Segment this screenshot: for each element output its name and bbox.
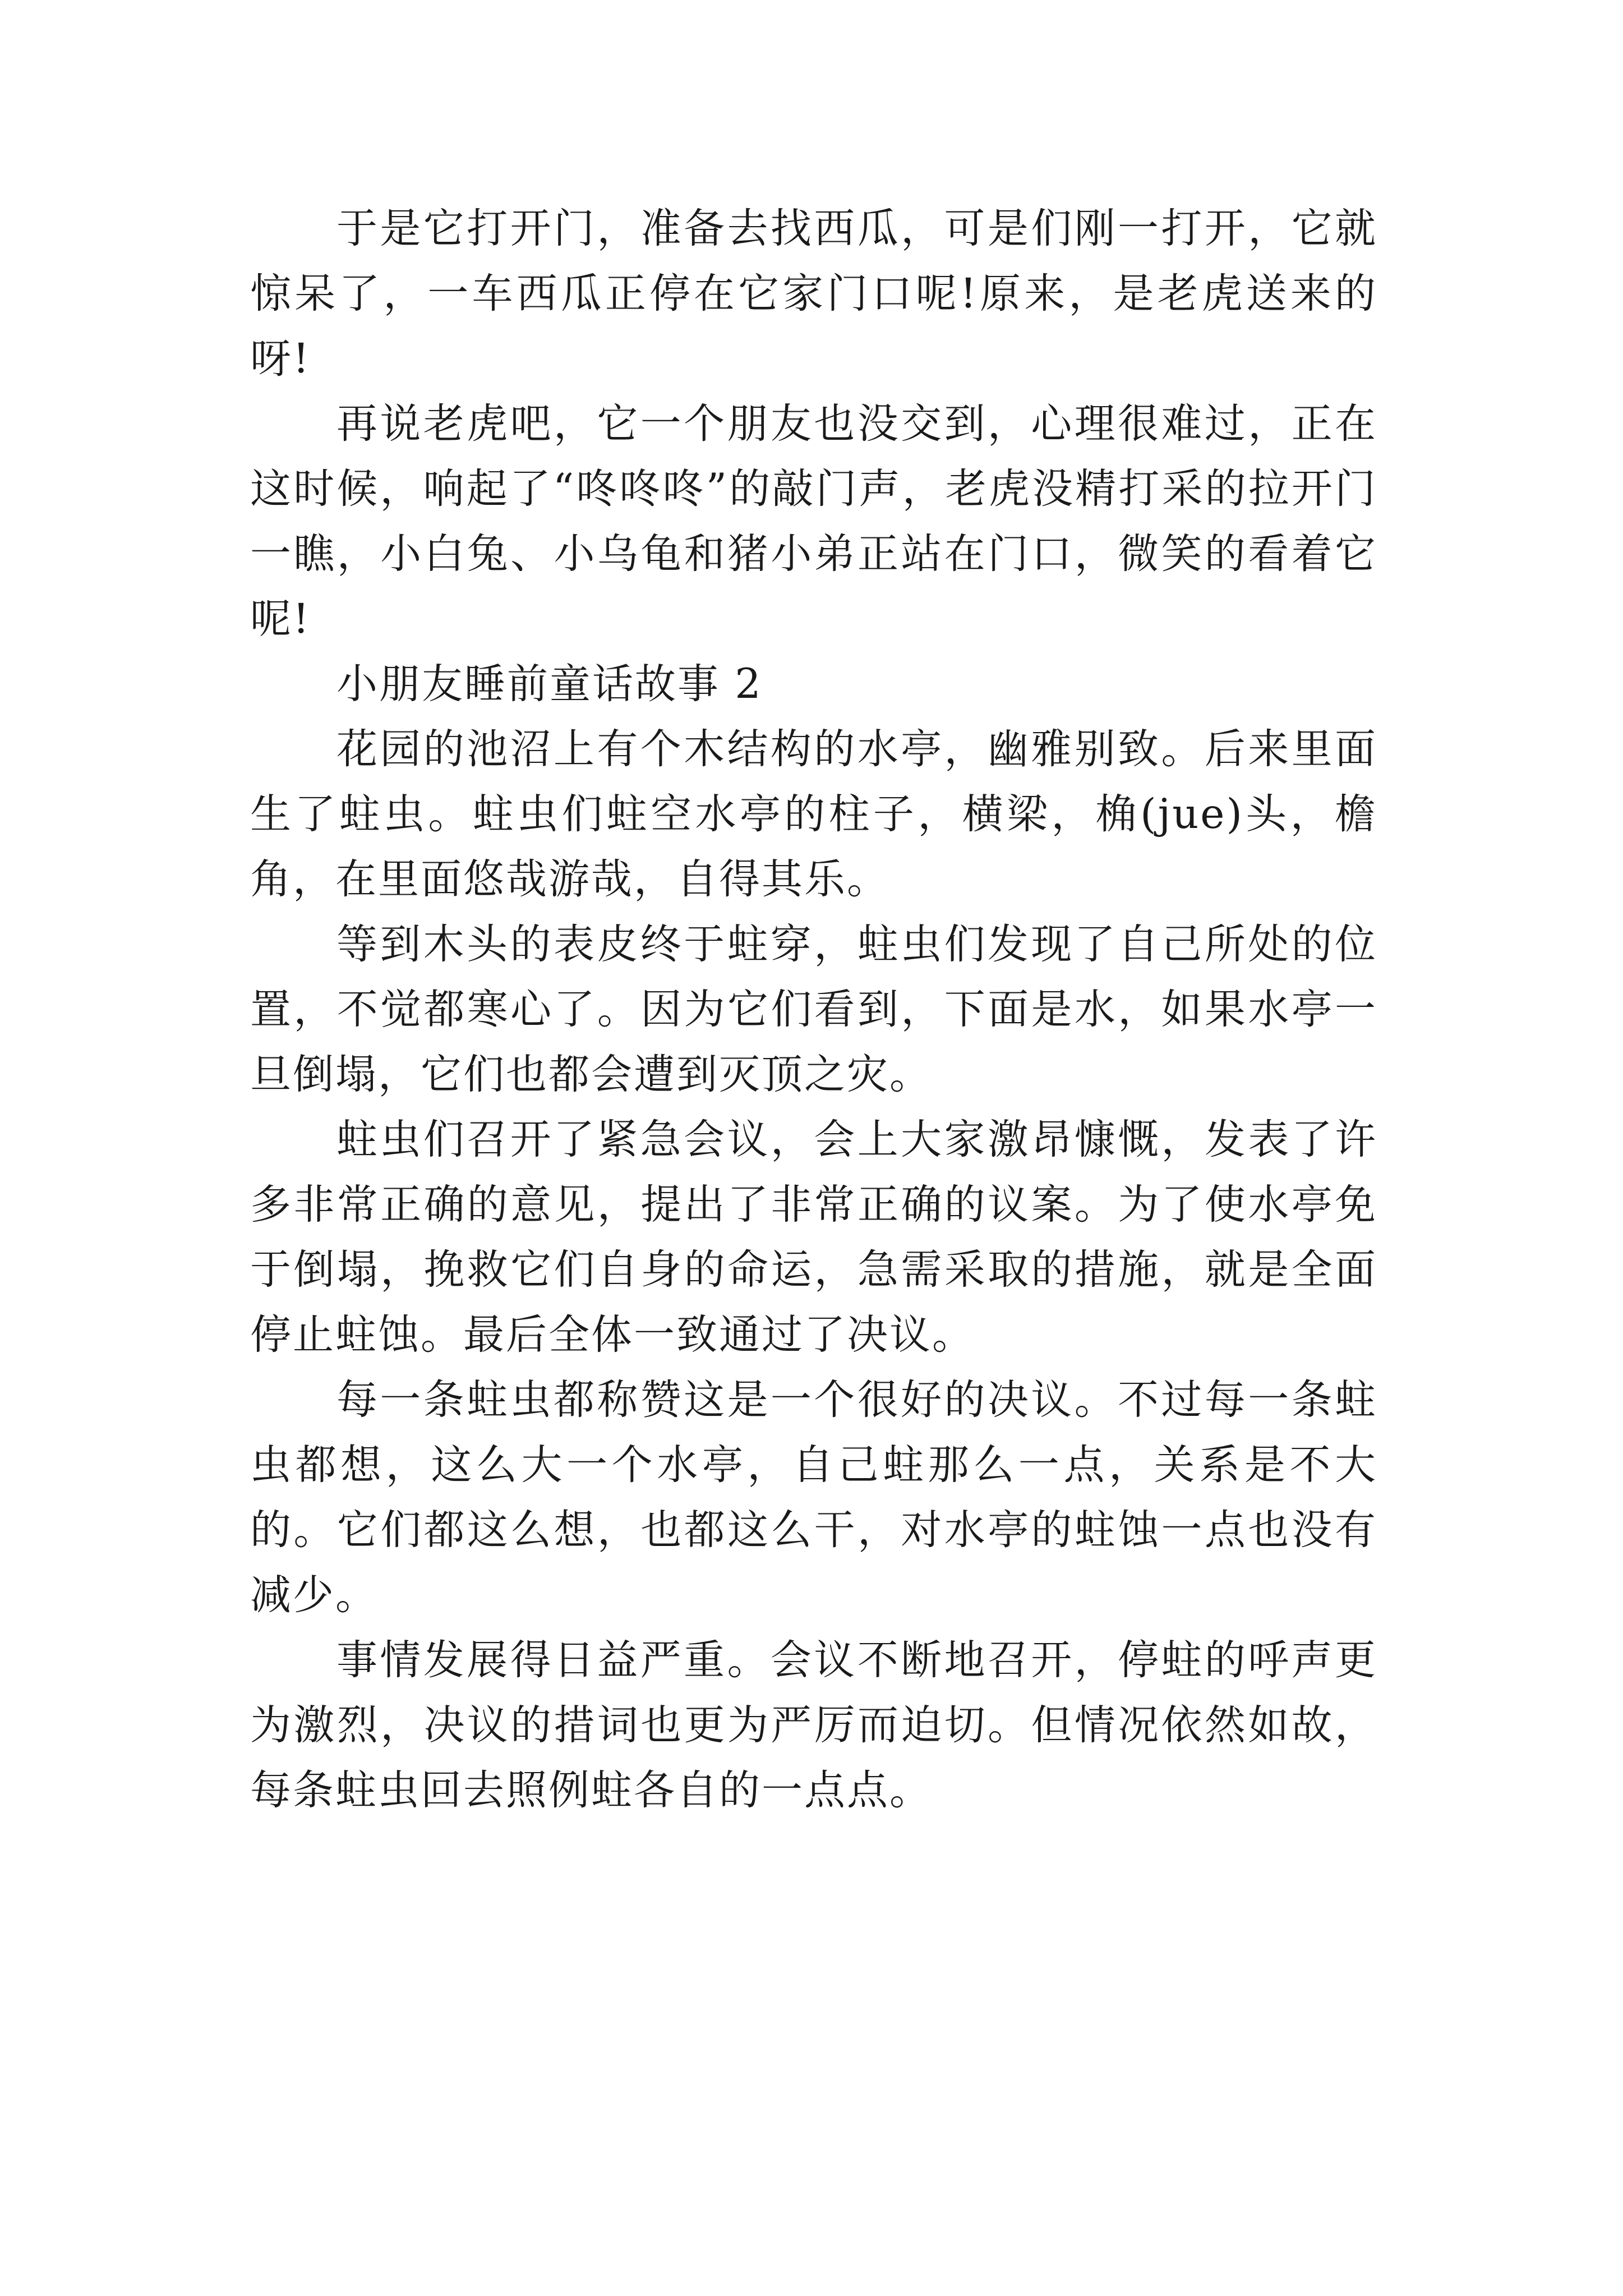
paragraph-pavilion-intro: 花园的池沼上有个木结构的水亭，幽雅别致。后来里面生了蛀虫。蛀虫们蛀空水亭的柱子，横梁，桷(jue)头，檐角，在里面悠哉游哉，自得其乐。 xyxy=(250,725,1377,903)
paragraph-bark-pierced: 等到木头的表皮终于蛀穿，蛀虫们发现了自己所处的位置，不觉都寒心了。因为它们看到，下面是水，如果水亭一旦倒塌，它们也都会遭到灭顶之灾。 xyxy=(250,921,1377,1098)
story-text xyxy=(250,196,1377,1823)
paragraph-situation-worsens: 事情发展得日益严重。会议不断地召开，停蛀的呼声更为激烈，决议的措词也更为严厉而迫切。但情况依然如故，每条蛀虫回去照例蛀各自的一点点。 xyxy=(250,1636,1377,1814)
paragraph-watermelon-ending: 于是它打开门，准备去找西瓜，可是们刚一打开，它就惊呆了，一车西瓜正停在它家门口呢!原来，是老虎送来的呀! xyxy=(250,205,1377,383)
paragraph-tiger-friends: 再说老虎吧，它一个朋友也没交到，心理很难过，正在这时候，响起了“咚咚咚”的敲门声，老虎没精打采的拉开门一瞧，小白兔、小乌龟和猪小弟正站在门口，微笑的看着它呢! xyxy=(250,400,1377,643)
paragraph-each-worm-thinks: 每一条蛀虫都称赞这是一个很好的决议。不过每一条蛀虫都想，这么大一个水亭，自己蛀那么一点，关系是不大的。它们都这么想，也都这么干，对水亭的蛀蚀一点也没有减少。 xyxy=(250,1376,1377,1619)
story-heading: 小朋友睡前童话故事 2 xyxy=(336,660,763,708)
paragraph-emergency-meeting: 蛀虫们召开了紧急会议，会上大家激昂慷慨，发表了许多非常正确的意见，提出了非常正确的议案。为了使水亭免于倒塌，挽救它们自身的命运，急需采取的措施，就是全面停止蛀蚀。最后全体一致通过了决议。 xyxy=(250,1116,1377,1359)
